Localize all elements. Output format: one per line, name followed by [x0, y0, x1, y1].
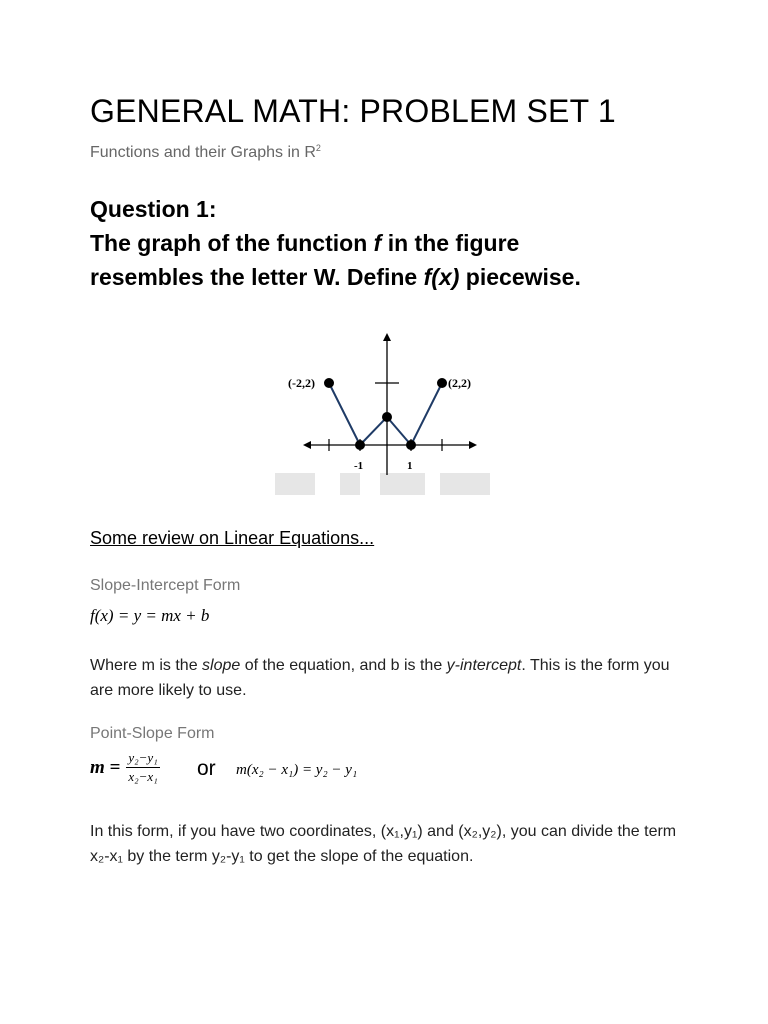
- desc-slope-term: slope: [202, 657, 241, 674]
- point-1-0: [406, 440, 416, 450]
- x-axis-arrow-left: [303, 441, 311, 449]
- w-graph-figure: [270, 325, 500, 500]
- subtitle-superscript: 2: [315, 143, 321, 153]
- label-tick-neg1: -1: [354, 460, 364, 472]
- desc-intercept-term: y-intercept: [446, 657, 522, 674]
- fraction-denominator: x₂−x₁: [128, 769, 158, 784]
- question-text: piecewise.: [459, 264, 581, 290]
- question-text: The graph of the function: [90, 230, 374, 256]
- question-body: [90, 226, 710, 294]
- or-word: or: [197, 757, 216, 780]
- y-axis-arrow-top: [383, 333, 391, 341]
- slope-intercept-label: Slope-Intercept Form: [90, 577, 241, 594]
- label-tick-1: 1: [407, 460, 413, 472]
- question-text: in the figure: [381, 230, 520, 256]
- question-heading: Question 1:: [90, 196, 217, 222]
- desc-text: Where m is the: [90, 657, 203, 674]
- desc-text: . This is the form you are more likely to use.: [90, 657, 670, 699]
- page-title: GENERAL MATH: PROBLEM SET 1: [90, 93, 616, 129]
- fraction-numerator: y₂−y₁: [126, 750, 159, 768]
- point-2-2: [437, 378, 447, 388]
- point-slope-description: In this form, if you have two coordinates, (x₁,y₁) and (x₂,y₂), you can divide the term x₂-x₁ by the term y₂-y₁ to get the slope of the equation.: [90, 823, 677, 865]
- point-neg1-0: [355, 440, 365, 450]
- x-axis-arrow-right: [469, 441, 477, 449]
- label-point-right: (2,2): [448, 376, 471, 390]
- subtitle-text: Functions and their Graphs in R: [90, 144, 316, 161]
- question-italic-f: f: [373, 230, 382, 256]
- point-0-1: [382, 412, 392, 422]
- point-slope-label: Point-Slope Form: [90, 725, 215, 742]
- watermark: [275, 473, 490, 495]
- question-italic-fx: f(x): [423, 264, 460, 290]
- slope-intercept-description: [90, 653, 690, 703]
- point-slope-alt-formula: m(x₂ − x₁) = y₂ − y₁: [236, 762, 358, 778]
- fraction: [126, 750, 159, 785]
- label-point-left: (-2,2): [288, 376, 315, 390]
- slope-m-equals: m =: [90, 756, 121, 778]
- slope-fraction-formula: [90, 750, 160, 785]
- point-neg2-2: [324, 378, 334, 388]
- desc-text: of the equation, and b is the: [240, 657, 447, 674]
- page-subtitle: [90, 143, 321, 162]
- review-heading: Some review on Linear Equations...: [90, 528, 375, 548]
- question-text: resembles the letter W. Define: [90, 264, 424, 290]
- slope-intercept-formula: f(x) = y = mx + b: [90, 606, 210, 625]
